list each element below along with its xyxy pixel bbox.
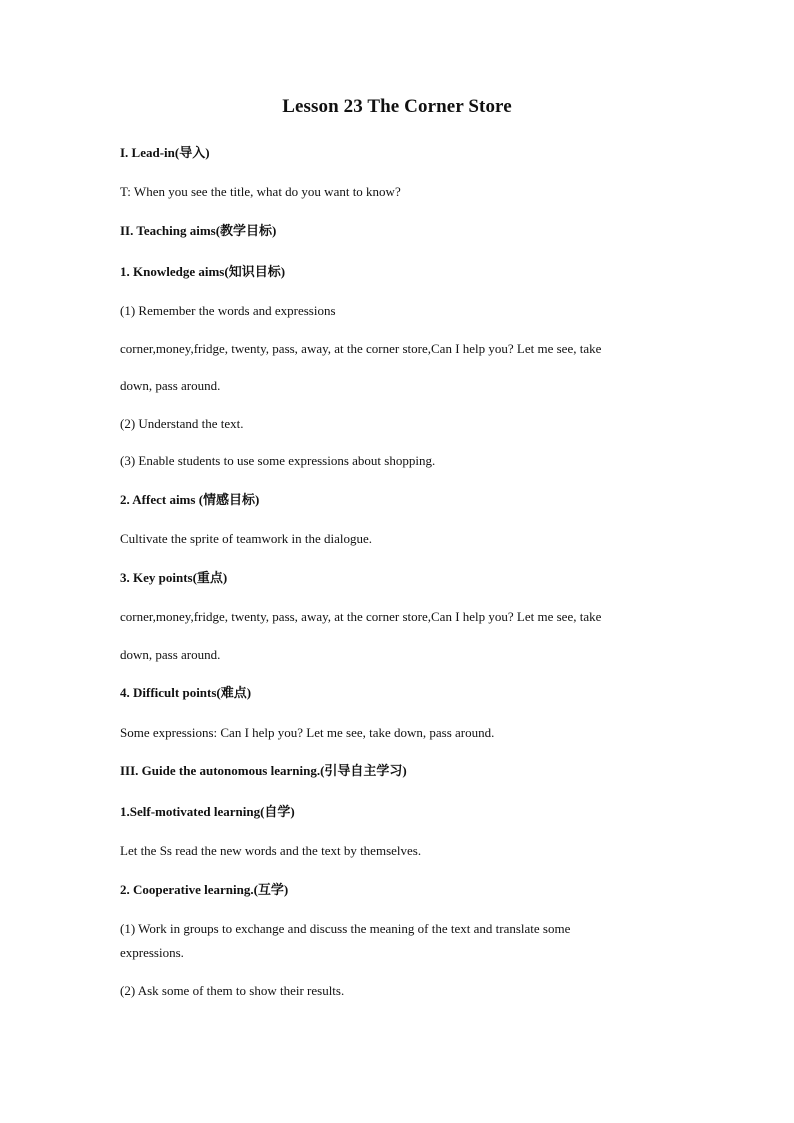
paragraph-lead-in-question: T: When you see the title, what do you want to know?	[120, 184, 401, 199]
list-item-work-in-groups-continued: expressions.	[120, 945, 184, 960]
subheading-difficult-points: 4. Difficult points(难点)	[120, 685, 252, 700]
subheading-key-points: 3. Key points(重点)	[120, 570, 228, 585]
paragraph-vocabulary-line-2: down, pass around.	[120, 378, 221, 393]
list-item-work-in-groups: (1) Work in groups to exchange and discuss the meaning of the text and translate some	[120, 921, 571, 936]
paragraph-read-new-words: Let the Ss read the new words and the text by themselves.	[120, 843, 422, 858]
section-heading-autonomous-learning: III. Guide the autonomous learning.(引导自主学习)	[120, 763, 407, 778]
list-item-remember-words: (1) Remember the words and expressions	[120, 303, 336, 318]
subheading-affect-aims: 2. Affect aims (情感目标)	[120, 492, 260, 507]
paragraph-key-points-line-2: down, pass around.	[120, 647, 221, 662]
list-item-enable-students: (3) Enable students to use some expressions about shopping.	[120, 453, 436, 468]
subheading-self-motivated-learning: 1.Self-motivated learning(自学)	[120, 804, 295, 819]
paragraph-difficult-points: Some expressions: Can I help you? Let me see, take down, pass around.	[120, 725, 495, 740]
paragraph-vocabulary-line-1: corner,money,fridge, twenty, pass, away, at the corner store,Can I help you? Let me see, take	[120, 341, 602, 356]
subheading-knowledge-aims: 1. Knowledge aims(知识目标)	[120, 264, 286, 279]
list-item-show-results: (2) Ask some of them to show their results.	[120, 983, 345, 998]
subheading-cooperative-learning: 2. Cooperative learning.(互学)	[120, 882, 289, 897]
list-item-understand-text: (2) Understand the text.	[120, 416, 244, 431]
section-heading-teaching-aims: II. Teaching aims(教学目标)	[120, 223, 277, 238]
page-title: Lesson 23 The Corner Store	[282, 96, 512, 117]
section-heading-lead-in: I. Lead-in(导入)	[120, 145, 210, 160]
paragraph-key-points-line-1: corner,money,fridge, twenty, pass, away, at the corner store,Can I help you? Let me see, take	[120, 609, 602, 624]
paragraph-cultivate-teamwork: Cultivate the sprite of teamwork in the dialogue.	[120, 531, 372, 546]
